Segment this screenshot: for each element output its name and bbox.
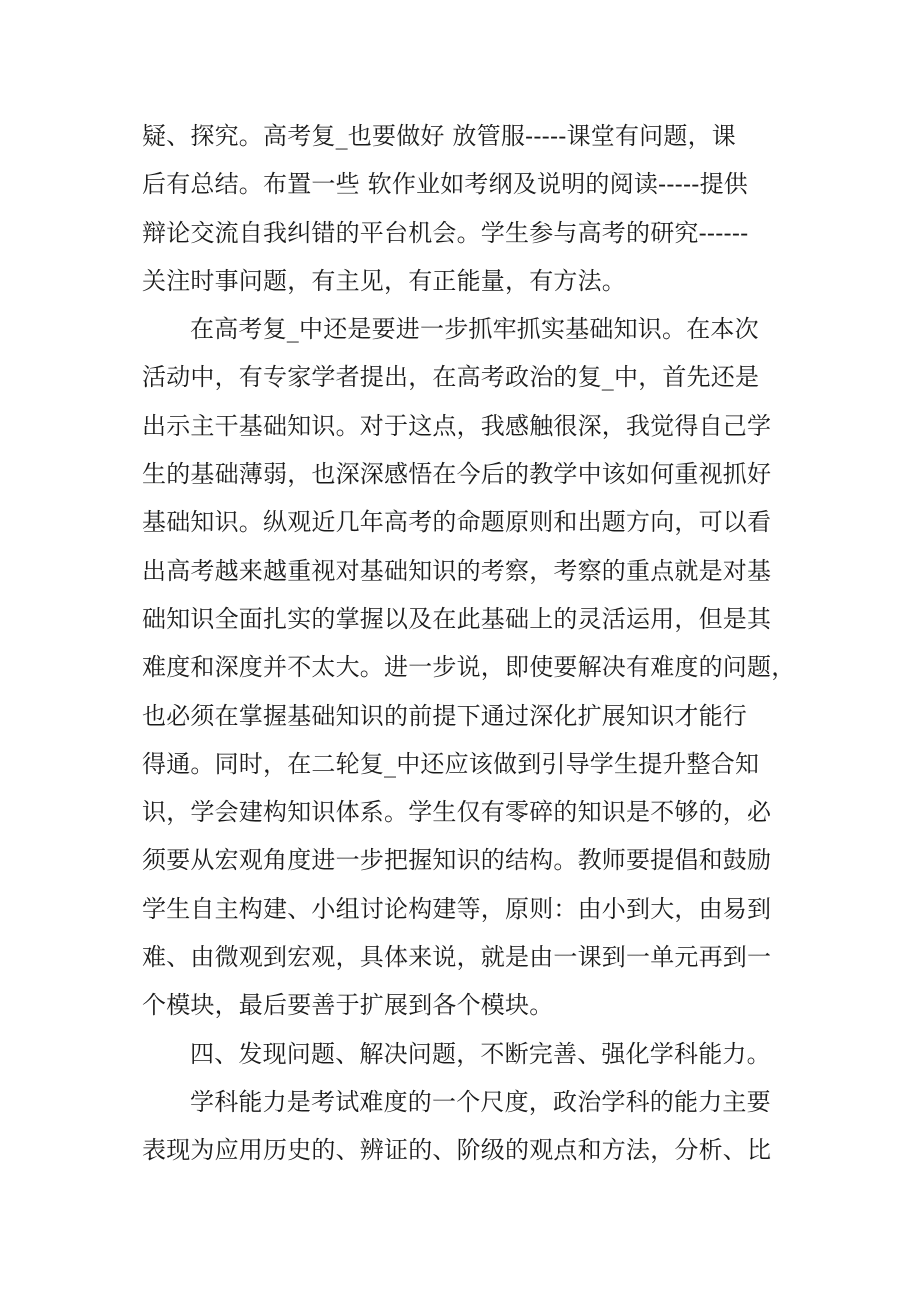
text-line: 识，学会建构知识体系。学生仅有零碎的知识是不够的，必 xyxy=(142,798,772,827)
text-line: 础知识全面扎实的掌握以及在此基础上的灵活运用，但是其 xyxy=(142,604,772,633)
text-line: 个模块，最后要善于扩展到各个模块。 xyxy=(142,991,554,1020)
paragraph-first-line: 在高考复_中还是要进一步抓牢抓实基础知识。在本次 xyxy=(190,315,759,344)
text-line: 活动中，有专家学者提出，在高考政治的复_中，首先还是 xyxy=(142,363,760,392)
text-line: 出示主干基础知识。对于这点，我感触很深，我觉得自己学 xyxy=(142,411,772,440)
text-line: 也必须在掌握基础知识的前提下通过深化扩展知识才能行 xyxy=(142,701,747,730)
document-body xyxy=(142,112,796,1175)
text-line: 辩论交流自我纠错的平台机会。学生参与高考的研究------ xyxy=(142,218,749,247)
text-line: 关注时事问题，有主见，有正能量，有方法。 xyxy=(142,266,626,295)
text-line: 须要从宏观角度进一步把握知识的结构。教师要提倡和鼓励 xyxy=(142,846,772,875)
text-line: 后有总结。布置一些 软作业如考纲及说明的阅读-----提供 xyxy=(142,170,748,199)
text-line: 得通。同时，在二轮复_中还应该做到引导学生提升整合知 xyxy=(142,749,760,778)
text-line: 出高考越来越重视对基础知识的考察，考察的重点就是对基 xyxy=(142,556,772,585)
section-heading: 四、发现问题、解决问题，不断完善、强化学科能力。 xyxy=(190,1039,771,1068)
text-line: 疑、探究。高考复_也要做好 放管服-----课堂有问题，课 xyxy=(142,122,736,150)
paragraph-first-line: 学科能力是考试难度的一个尺度，政治学科的能力主要 xyxy=(190,1087,771,1116)
text-line: 难度和深度并不太大。进一步说，即使要解决有难度的问题， xyxy=(142,653,796,682)
text-line: 生的基础薄弱，也深深感悟在今后的教学中该如何重视抓好 xyxy=(142,460,772,489)
text-line: 表现为应用历史的、辨证的、阶级的观点和方法，分析、比 xyxy=(142,1136,772,1165)
text-line: 学生自主构建、小组讨论构建等，原则：由小到大，由易到 xyxy=(142,894,772,923)
text-line: 难、由微观到宏观，具体来说，就是由一课到一单元再到一 xyxy=(142,943,772,972)
text-line: 基础知识。纵观近几年高考的命题原则和出题方向，可以看 xyxy=(142,508,772,537)
